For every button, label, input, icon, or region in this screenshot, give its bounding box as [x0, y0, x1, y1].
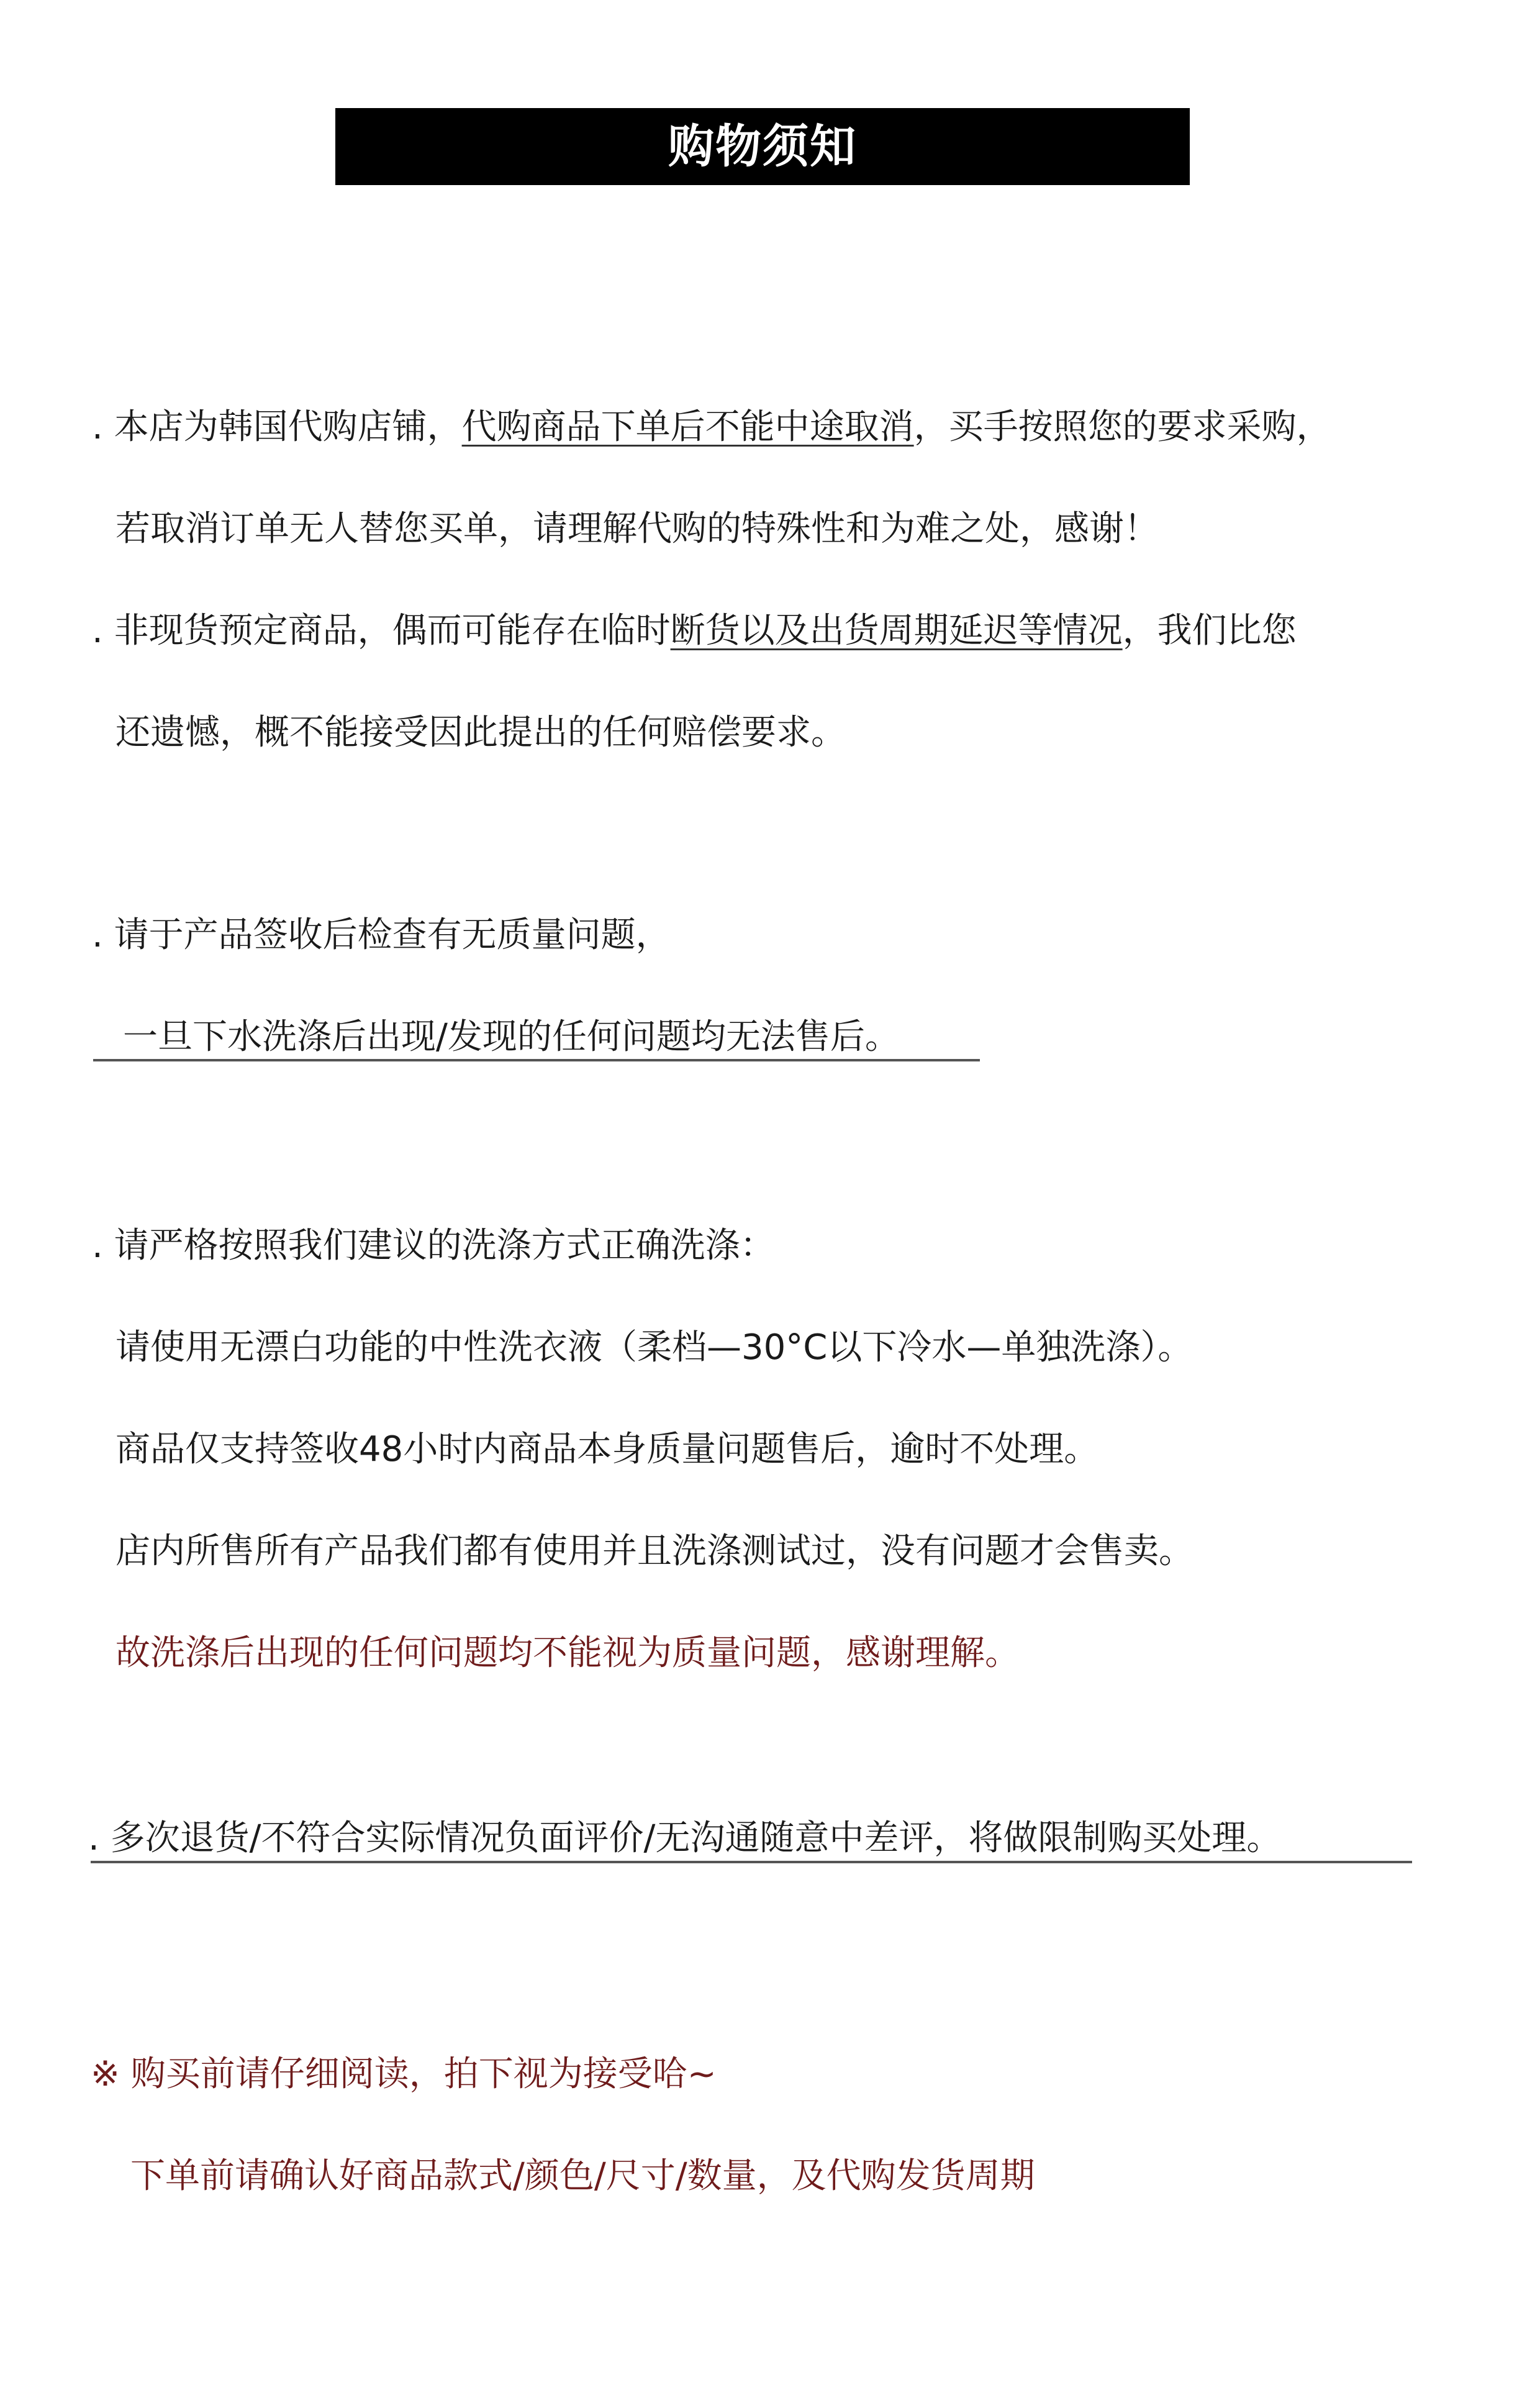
cancellation-policy-line-2: 若取消订单无人替您买单，请理解代购的特殊性和为难之处，感谢！: [116, 509, 1159, 549]
stockout-delay-highlight: 断货以及出货周期延迟等情况: [670, 611, 1123, 651]
washing-instructions-line: 请使用无漂白功能的中性洗衣液（柔档—30°C以下冷水—单独洗涤）。: [116, 1327, 1193, 1368]
confirm-order-details-notice: 下单前请确认好商品款式/颜色/尺寸/数量，及代购发货周期: [130, 2156, 1035, 2196]
title-banner: [335, 108, 1190, 185]
cancellation-policy-line-1: [92, 402, 1331, 452]
washing-policy-heading: . 请严格按照我们建议的洗涤方式正确洗涤：: [92, 1225, 775, 1266]
no-cancel-highlight: 代购商品下单后不能中途取消: [461, 407, 914, 447]
washing-disclaimer-line: 故洗涤后出现的任何问题均不能视为质量问题，感谢理解。: [116, 1633, 1020, 1673]
cancellation-suffix: ，买手按照您的要求采购，: [913, 407, 1331, 447]
preorder-prefix: . 非现货预定商品，偶而可能存在临时: [92, 611, 671, 651]
read-before-purchase-notice: ※ 购买前请仔细阅读，拍下视为接受哈~: [91, 2054, 717, 2094]
preorder-policy-line-1: [92, 606, 1297, 656]
inspection-policy-line-2: 一旦下水洗涤后出现/发现的任何问题均无法售后。: [123, 1017, 900, 1057]
page-title: 购物须知: [668, 120, 857, 173]
after-sales-window-line: 商品仅支持签收48小时内商品本身质量问题售后，逾时不处理。: [116, 1429, 1099, 1470]
preorder-policy-line-2: 还遗憾，概不能接受因此提出的任何赔偿要求。: [116, 712, 846, 753]
preorder-suffix: ，我们比您: [1122, 611, 1297, 651]
inspection-policy-line-1: . 请于产品签收后检查有无质量问题，: [92, 915, 671, 955]
inspection-underline: [93, 1059, 980, 1061]
cancellation-prefix: . 本店为韩国代购店铺，: [92, 407, 462, 447]
tested-products-line: 店内所售所有产品我们都有使用并且洗涤测试过，没有问题才会售卖。: [116, 1531, 1194, 1571]
purchase-restriction-underline: [91, 1861, 1412, 1863]
purchase-restriction-line: . 多次退货/不符合实际情况负面评价/无沟通随意中差评，将做限制购买处理。: [88, 1818, 1282, 1858]
